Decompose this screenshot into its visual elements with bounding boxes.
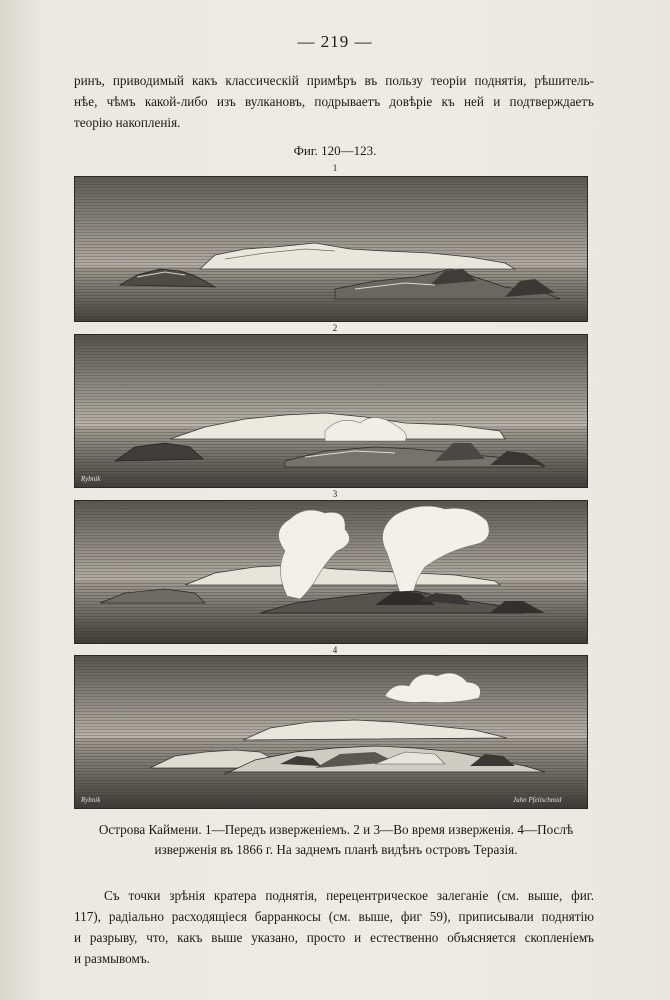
engraving-eruption-smoke	[75, 501, 587, 643]
body-line: и разрыву, что, какъ выше указано, просто и естественно объясняется скопленіемъ	[74, 930, 594, 945]
figure-caption	[66, 820, 606, 860]
svg-text:Juhn Pfeilschmid: Juhn Pfeilschmid	[513, 796, 562, 804]
panel-number: 2	[332, 323, 338, 333]
engraving-before-eruption	[75, 177, 587, 321]
svg-text:Rybnik: Rybnik	[81, 796, 101, 804]
intro-line: нѣе, чѣмъ какой-либо изъ вулкановъ, подрываетъ довѣріе къ ней и подтверждаетъ	[74, 94, 594, 109]
body-line: Съ точки зрѣнія кратера поднятія, перецентрическое залеганіе (см. выше, фиг.	[104, 888, 594, 903]
body-line: и размывомъ.	[74, 951, 150, 966]
body-line: 117), радіально расходящіеся барранкосы (см. выше, фиг 59), приписывали поднятію	[74, 909, 594, 924]
panel-number: 3	[332, 489, 338, 499]
panel-number: 1	[332, 163, 338, 173]
caption-line: изверженія въ 1866 г. На заднемъ планѣ видѣнъ островъ Теразія.	[154, 842, 518, 857]
figure-heading: Фиг. 120—123.	[293, 143, 377, 158]
body-paragraph	[74, 885, 594, 969]
svg-text:Rybnik: Rybnik	[81, 475, 101, 483]
illustration-panel-3	[74, 500, 588, 644]
panel-number: 4	[332, 645, 338, 655]
intro-paragraph	[74, 70, 594, 133]
illustration-panel-4	[74, 655, 588, 809]
illustration-panel-1	[74, 176, 588, 322]
caption-line: Острова Каймени. 1—Передъ изверженіемъ. 2 и 3—Во время изверженія. 4—Послѣ	[98, 822, 574, 837]
intro-line: теорію накопленія.	[74, 115, 181, 130]
intro-line: ринъ, приводимый какъ классическій примѣръ въ пользу теоріи поднятія, рѣшитель-	[74, 73, 594, 88]
engraving-after-eruption	[75, 656, 587, 808]
illustration-panel-2	[74, 334, 588, 488]
engraving-during-eruption	[75, 335, 587, 487]
page-number: — 219 —	[297, 32, 373, 51]
